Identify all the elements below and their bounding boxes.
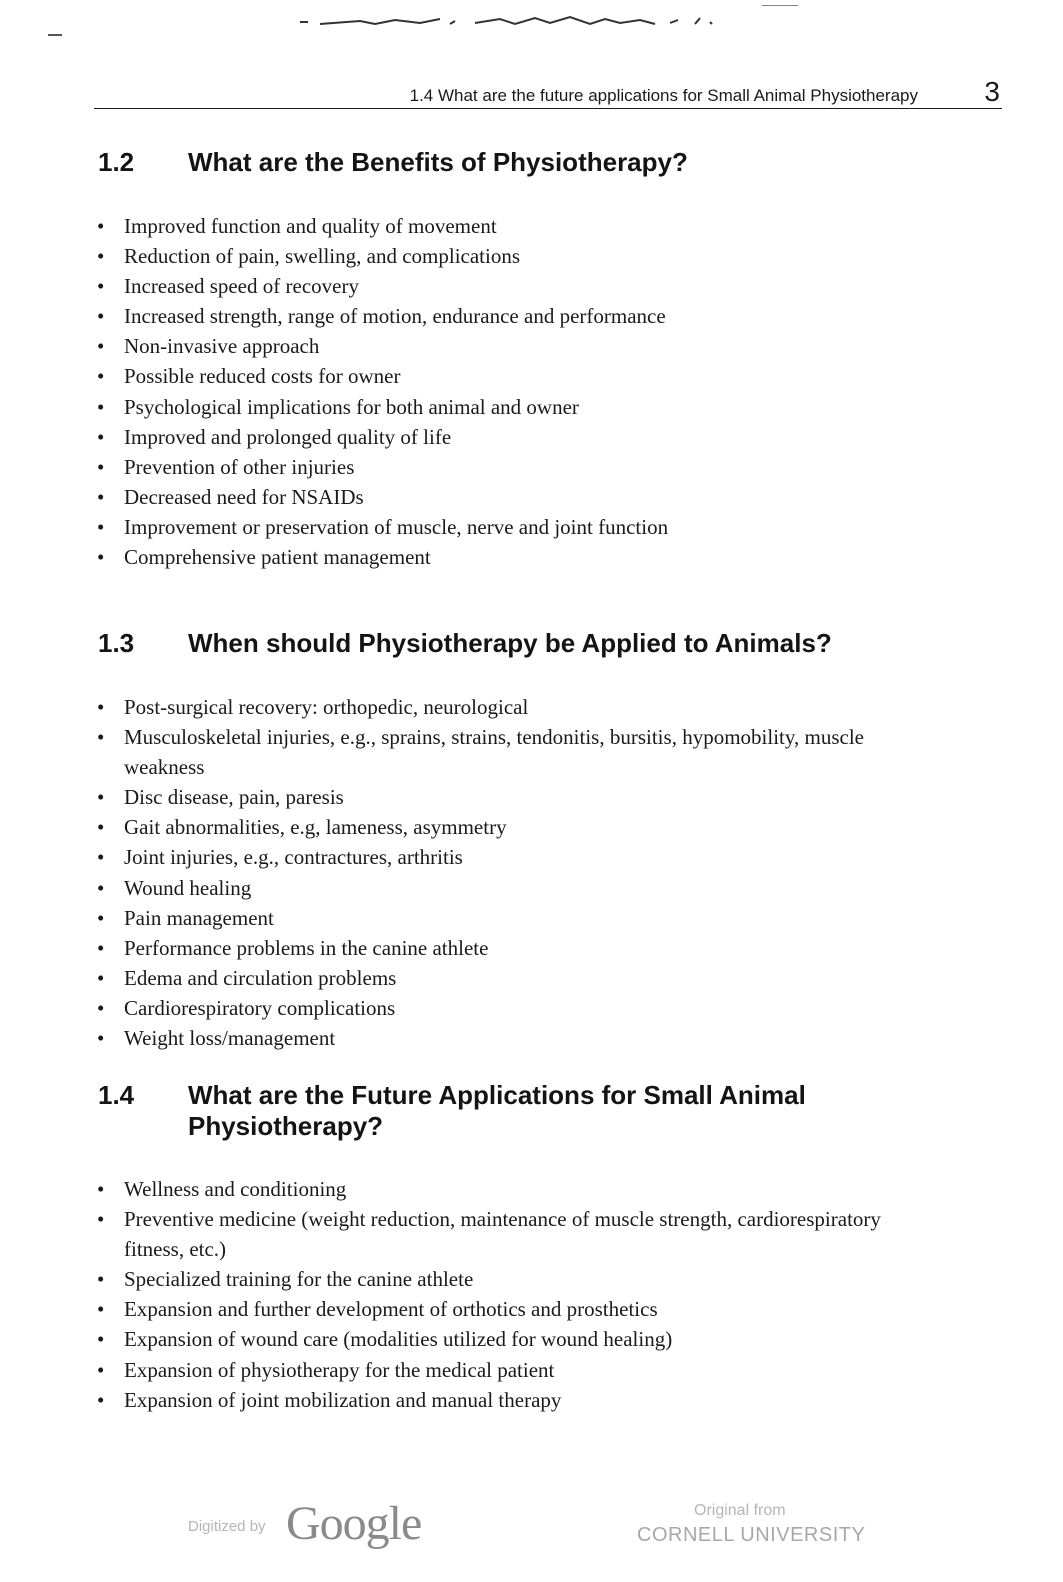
list-item: • Preventive medicine (weight reduction, maintenance of muscle strength, cardiorespiratory fitness, etc.) (97, 1207, 881, 1262)
google-logo: Google (286, 1497, 422, 1550)
list-item: • Expansion and further development of orthotics and prosthetics (97, 1297, 658, 1322)
list-item: • Comprehensive patient management (97, 545, 431, 570)
benefits-list (94, 211, 934, 572)
list-item: • Expansion of physiotherapy for the medical patient (97, 1357, 555, 1382)
digitized-by-label: Digitized by (188, 1518, 266, 1535)
list-item: • Disc disease, pain, paresis (97, 785, 344, 810)
list-item: • Improved and prolonged quality of life (97, 424, 452, 449)
list-item: • Wellness and conditioning (97, 1177, 347, 1201)
list-item: • Expansion of joint mobilization and manual therapy (97, 1387, 562, 1412)
list-item: • Post-surgical recovery: orthopedic, neurological (97, 695, 529, 719)
section-number: 1.2 (98, 147, 135, 177)
list-item: • Performance problems in the canine athlete (97, 935, 489, 960)
list-item: • Prevention of other injuries (97, 454, 355, 479)
list-item: • Decreased need for NSAIDs (97, 484, 364, 509)
running-header (94, 76, 1002, 109)
section-number: 1.3 (98, 628, 135, 658)
list-item: • Wound healing (97, 875, 252, 900)
list-item: • Improved function and quality of movement (97, 214, 497, 238)
list-item: • Weight loss/management (97, 1026, 336, 1051)
list-item: • Edema and circulation problems (97, 965, 397, 990)
list-item: • Increased speed of recovery (97, 274, 359, 299)
scan-artifact-bleed-through (300, 12, 720, 28)
list-item: • Gait abnormalities, e.g, lameness, asymmetry (97, 815, 507, 840)
list-item: • Joint injuries, e.g., contractures, arthritis (97, 845, 463, 870)
list-item: • Pain management (97, 905, 274, 930)
list-item: • Cardiorespiratory complications (97, 995, 396, 1020)
list-item: • Reduction of pain, swelling, and complications (97, 244, 521, 269)
list-item: • Musculoskeletal injuries, e.g., sprains, strains, tendonitis, bursitis, hypomobility, muscle weakness (97, 725, 864, 780)
digitized-by-google (188, 1498, 448, 1558)
list-item: • Non-invasive approach (97, 334, 320, 359)
section-title: When should Physiotherapy be Applied to Animals? (188, 628, 832, 658)
list-item: • Psychological implications for both animal and owner (97, 394, 579, 419)
section-number: 1.4 (98, 1080, 135, 1110)
list-item: • Specialized training for the canine athlete (97, 1267, 474, 1292)
section-title: What are the Future Applications for Small Animal Physiotherapy? (188, 1080, 806, 1141)
institution-name: CORNELL UNIVERSITY (637, 1524, 866, 1546)
list-item: • Possible reduced costs for owner (97, 364, 401, 389)
running-title: 1.4 What are the future applications for Small Animal Physiotherapy (409, 86, 918, 105)
list-item: • Increased strength, range of motion, endurance and performance (97, 304, 666, 329)
section-title: What are the Benefits of Physiotherapy? (188, 147, 688, 177)
list-item: • Expansion of wound care (modalities utilized for wound healing) (97, 1327, 673, 1352)
applications-list (94, 692, 934, 1053)
list-item: • Improvement or preservation of muscle, nerve and joint function (97, 514, 669, 539)
future-applications-list (94, 1174, 934, 1415)
scan-artifact-line (762, 5, 798, 6)
page-number: 3 (984, 76, 1000, 107)
scan-artifact-mark (48, 34, 62, 36)
original-from-label: Original from (694, 1502, 786, 1519)
